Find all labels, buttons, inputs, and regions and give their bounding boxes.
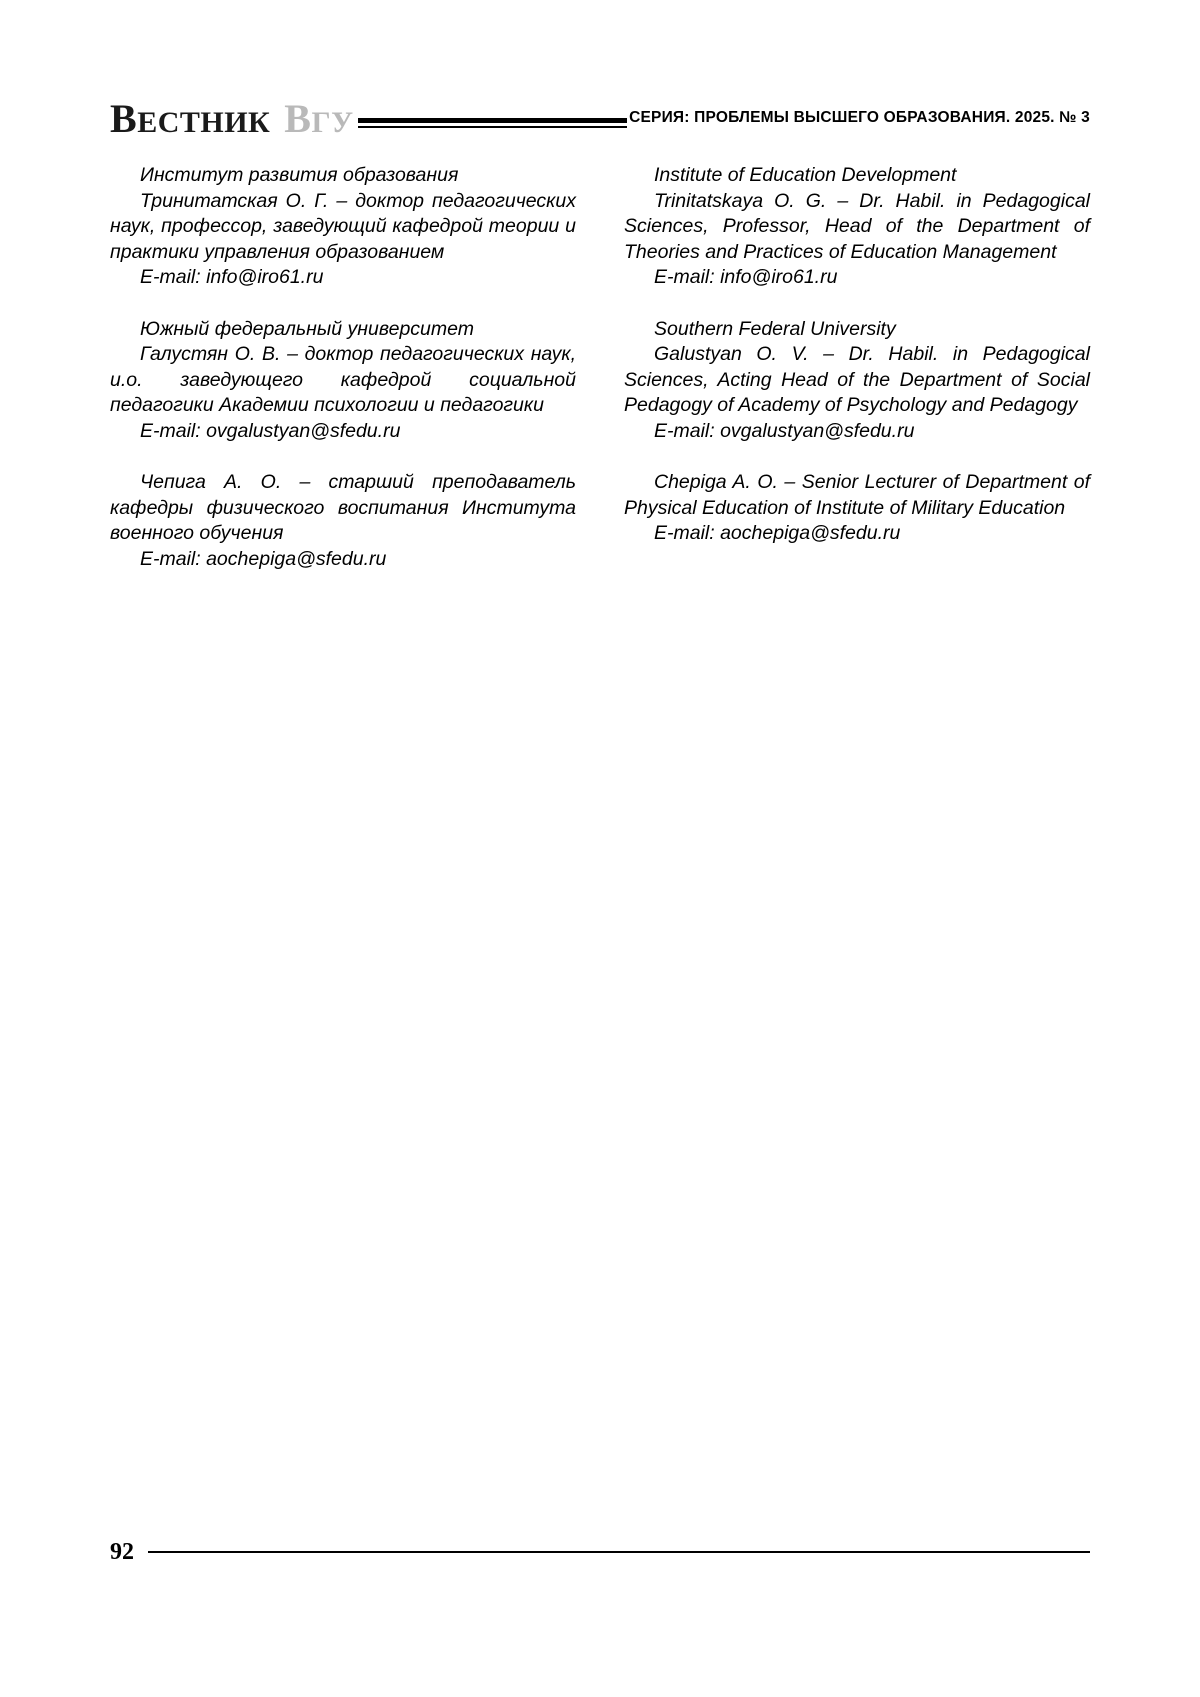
affiliation-block — [110, 163, 576, 291]
footer-rule — [148, 1551, 1090, 1553]
content-columns — [110, 163, 1090, 572]
author-email: E-mail: aochepiga@sfedu.ru — [140, 547, 387, 570]
author-description: Trinitatskaya O. G. – Dr. Habil. in Pedagogical Sciences, Professor, Head of the Department of Theories and Practices of Education Management — [624, 189, 1090, 263]
logo-initial-vestnik: В — [110, 96, 138, 141]
author-description: Galustyan O. V. – Dr. Habil. in Pedagogical Sciences, Acting Head of the Department of Social Pedagogy of Academy of Psychology and Pedagogy — [624, 343, 1090, 416]
organization-name: Институт развития образования — [140, 164, 459, 186]
author-description: Галустян О. В. – доктор педагогических наук, и.о. заведующего кафедрой социальной педагогики Академии психологии и педагогики — [110, 343, 576, 416]
header-rule-thin — [358, 126, 628, 128]
series-title: СЕРИЯ: ПРОБЛЕМЫ ВЫСШЕГО ОБРАЗОВАНИЯ. 2025. № 3 — [629, 109, 1090, 126]
author-email: E-mail: ovgalustyan@sfedu.ru — [654, 419, 915, 442]
logo-word-vestnik: ЕСТНИК — [137, 106, 271, 139]
masthead — [110, 96, 1090, 142]
header-rule-thick — [358, 118, 628, 123]
affiliation-block — [110, 317, 576, 445]
column-english — [624, 163, 1090, 572]
affiliation-block — [110, 470, 576, 572]
affiliation-block — [624, 470, 1090, 547]
organization-name: Южный федеральный университет — [140, 317, 474, 340]
organization-name: Institute of Education Development — [654, 164, 957, 186]
column-russian — [110, 163, 576, 572]
affiliation-block — [624, 317, 1090, 445]
logo-initial-vgu: В — [284, 96, 312, 141]
journal-logo — [110, 96, 354, 141]
page-number: 92 — [110, 1539, 134, 1565]
organization-name: Southern Federal University — [654, 317, 896, 340]
page-footer — [110, 1540, 1090, 1564]
header-rule — [358, 95, 628, 143]
affiliation-block — [624, 163, 1090, 291]
author-description: Чепига А. О. – старший преподаватель кафедры физического воспитания Института военного обучения — [110, 471, 576, 544]
author-email: E-mail: ovgalustyan@sfedu.ru — [140, 419, 401, 442]
author-description: Chepiga A. O. – Senior Lecturer of Department of Physical Education of Institute of Military Education — [624, 471, 1090, 519]
author-email: E-mail: aochepiga@sfedu.ru — [654, 522, 901, 544]
author-email: E-mail: info@iro61.ru — [140, 266, 324, 288]
author-description: Тринитатская О. Г. – доктор педагогических наук, профессор, заведующий кафедрой теории и практики управления образованием — [110, 189, 576, 263]
author-email: E-mail: info@iro61.ru — [654, 266, 838, 288]
logo-word-vgu: ГУ — [311, 106, 354, 139]
